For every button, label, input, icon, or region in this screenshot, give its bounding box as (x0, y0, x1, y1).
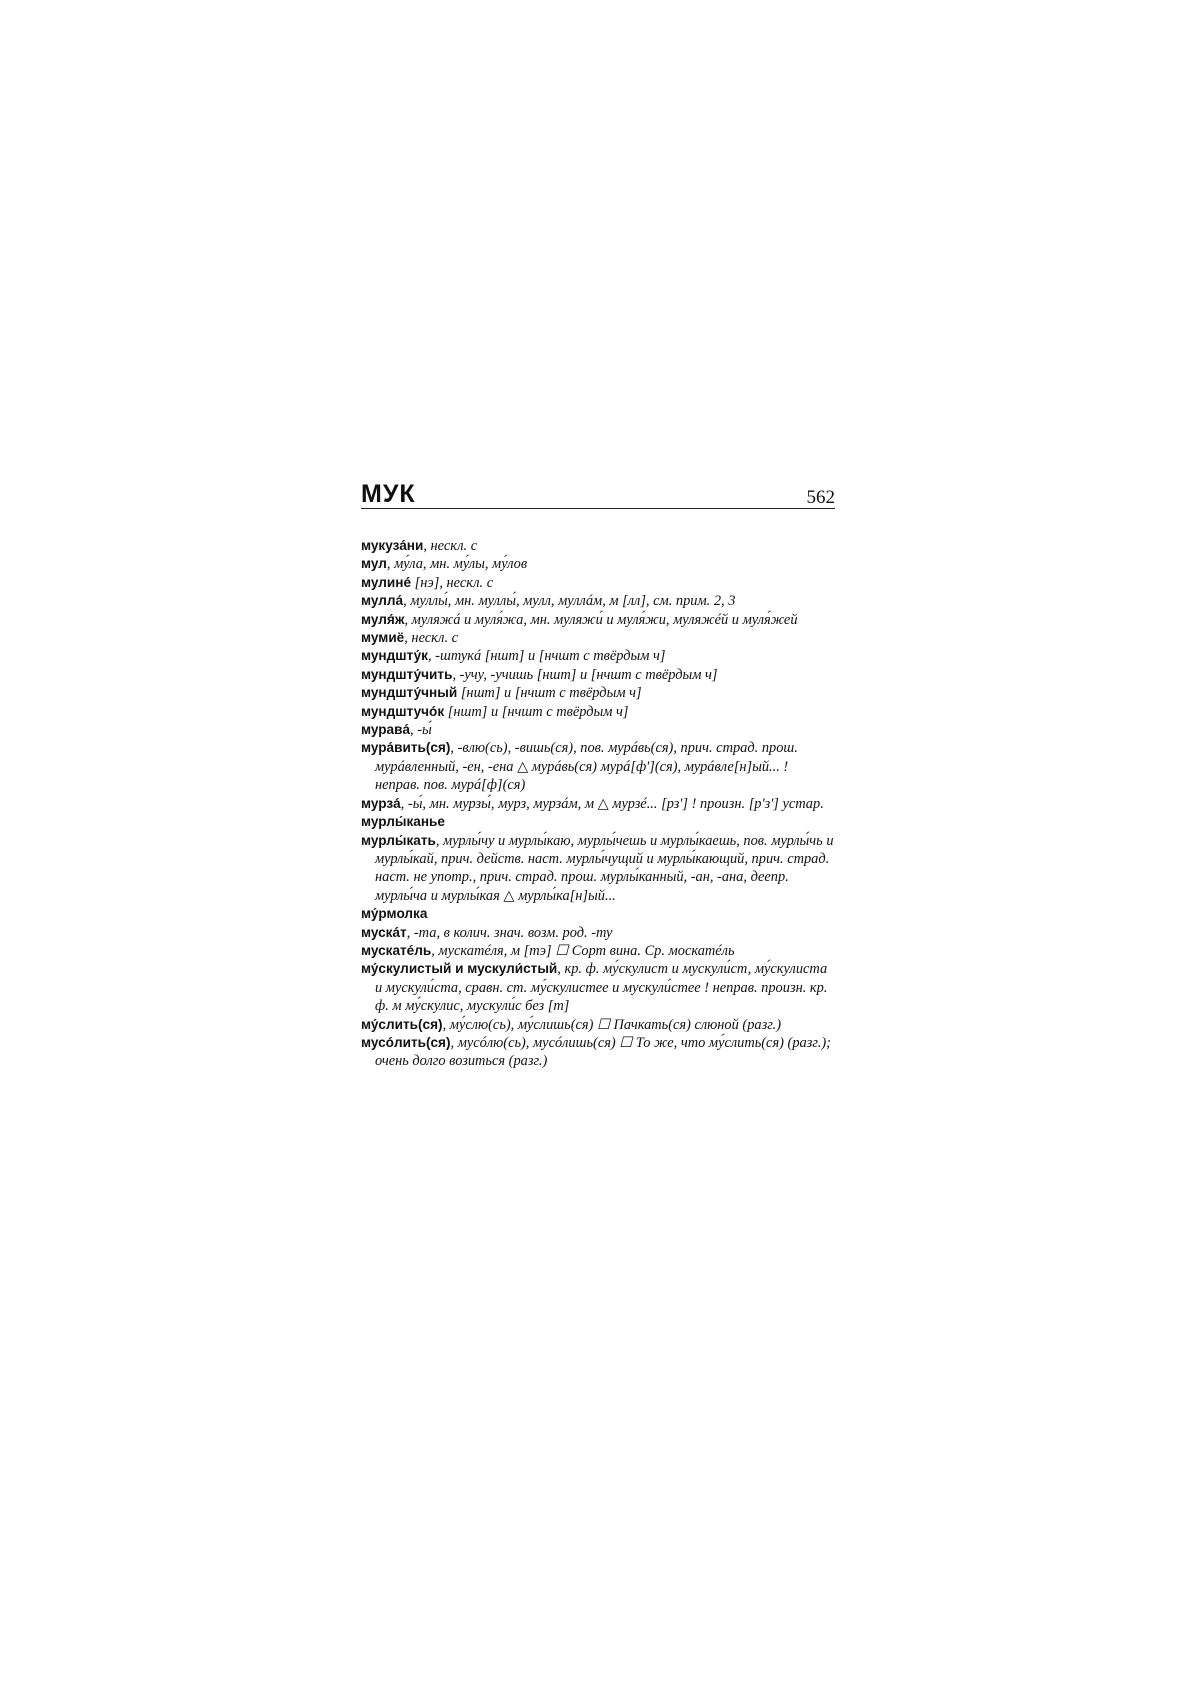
entry-definition: , нескл. с (404, 630, 459, 647)
entry-headword: мумиё (361, 630, 405, 646)
entry-headword: мулла́ (361, 593, 404, 609)
dictionary-entry (361, 537, 835, 555)
entry-headword: муля́ж (361, 611, 405, 627)
entry-headword: муравá (361, 722, 411, 738)
entry-definition: , муллы́, мн. муллы́, мулл, муллáм, м [лл], см. прим. 2, 3 (403, 593, 736, 610)
entry-headword: мулинé (361, 574, 412, 590)
entry-headword: мусóлить(ся) (361, 1034, 451, 1050)
dictionary-entry (361, 832, 835, 906)
dictionary-entry (361, 924, 835, 942)
dictionary-entry (361, 684, 835, 702)
entry-list (361, 537, 835, 1071)
entry-definition: , -ы́, мн. мурзы́, мурз, мурзáм, м △ мурзé... [рз'] ! произн. [р'з'] устар. (400, 795, 824, 812)
entry-definition: , мурлы́чу и мурлы́каю, мурлы́чешь и мурлы́каешь, пов. мурлы́чь и мурлы́кай, прич. действ. наст. мурлы́чущий и мурлы́кающий, прич. страд. наст. не употр., прич. страд. прош. мурлы́канный, -ан, -ана, деепр. мурлы́ча и мурлы́кая △ мурлы́ка[н]ый... (375, 832, 834, 904)
dictionary-entry (361, 592, 835, 610)
running-head-word: МУК (361, 480, 416, 508)
entry-definition: , кр. ф. му́скулист и мускули́ст, му́скулиста и мускули́ста, сравн. ст. му́скулистее и мускули́стее ! неправ. произн. кр. ф. м му́скулис, мускули́с без [т] (375, 961, 828, 1015)
entry-definition: [нэ], нескл. с (411, 574, 494, 591)
entry-headword: мускатéль (361, 942, 432, 958)
entry-headword: мускáт (361, 924, 407, 940)
dictionary-entry (361, 647, 835, 665)
entry-definition: , -ы́ (410, 722, 432, 739)
entry-definition: , му́ла, мн. му́лы, му́лов (386, 556, 528, 573)
dictionary-entry (361, 795, 835, 813)
entry-headword: мул (361, 556, 387, 572)
entry-definition: , -влю(сь), -вишь(ся), пов. мурáвь(ся), прич. страд. прош. мурáвленный, -ен, -ена △ мурáвь(ся) мурá[ф'](ся), мурáвле[н]ый... ! неправ. пов. мурá[ф](ся) (375, 740, 798, 794)
entry-definition: , му́слю(сь), му́слишь(ся) ☐ Пачкать(ся) слюной (разг.) (442, 1016, 782, 1033)
running-head (361, 477, 835, 509)
entry-headword: мурлы́канье (361, 814, 445, 830)
entry-headword: мурáвить(ся) (361, 740, 451, 756)
dictionary-entry (361, 555, 835, 573)
entry-headword: му́рмолка (361, 906, 428, 922)
dictionary-entry (361, 721, 835, 739)
entry-definition: , -та, в колич. знач. возм. род. -ту (406, 924, 613, 941)
entry-definition: , мусóлю(сь), мусóлишь(ся) ☐ То же, что му́слить(ся) (разг.); очень долго возиться (разг.) (375, 1034, 831, 1070)
entry-headword: мундштучóк (361, 703, 445, 719)
entry-headword: мундшту́чный (361, 685, 458, 701)
entry-definition: , муляжá и муля́жа, мн. муляжи́ и муля́жи, муляжéй и муля́жей (404, 611, 798, 628)
dictionary-entry (361, 813, 835, 831)
entry-headword: мурлы́кать (361, 832, 436, 848)
entry-headword: мурзá (361, 795, 401, 811)
entry-headword: мундшту́чить (361, 666, 453, 682)
entry-headword: мукуза́ни (361, 538, 424, 553)
dictionary-entry (361, 629, 835, 647)
dictionary-entry (361, 1034, 835, 1071)
entry-definition: , мускатéля, м [тэ] ☐ Сорт вина. Ср. москатéль (431, 942, 735, 959)
dictionary-entry (361, 739, 835, 794)
entry-definition: , нескл. с (423, 538, 478, 554)
entry-definition: , -штукá [ншт] и [нчшт с твёрдым ч] (427, 648, 666, 665)
dictionary-page (361, 477, 835, 1071)
dictionary-entry (361, 1016, 835, 1034)
dictionary-entry (361, 611, 835, 629)
dictionary-entry (361, 905, 835, 923)
entry-headword: му́слить(ся) (361, 1016, 443, 1032)
dictionary-entry (361, 960, 835, 1015)
entry-definition: [ншт] и [нчшт с твёрдым ч] (457, 685, 642, 702)
dictionary-entry (361, 703, 835, 721)
entry-headword: мундшту́к (361, 648, 428, 664)
page-number: 562 (806, 487, 835, 508)
dictionary-entry (361, 666, 835, 684)
dictionary-entry (361, 942, 835, 960)
entry-definition: , -учу, -учишь [ншт] и [нчшт с твёрдым ч] (452, 666, 718, 683)
entry-definition: [ншт] и [нчшт с твёрдым ч] (444, 703, 629, 720)
entry-headword: му́скулистый и мускули́стый (361, 961, 558, 977)
dictionary-entry (361, 574, 835, 592)
